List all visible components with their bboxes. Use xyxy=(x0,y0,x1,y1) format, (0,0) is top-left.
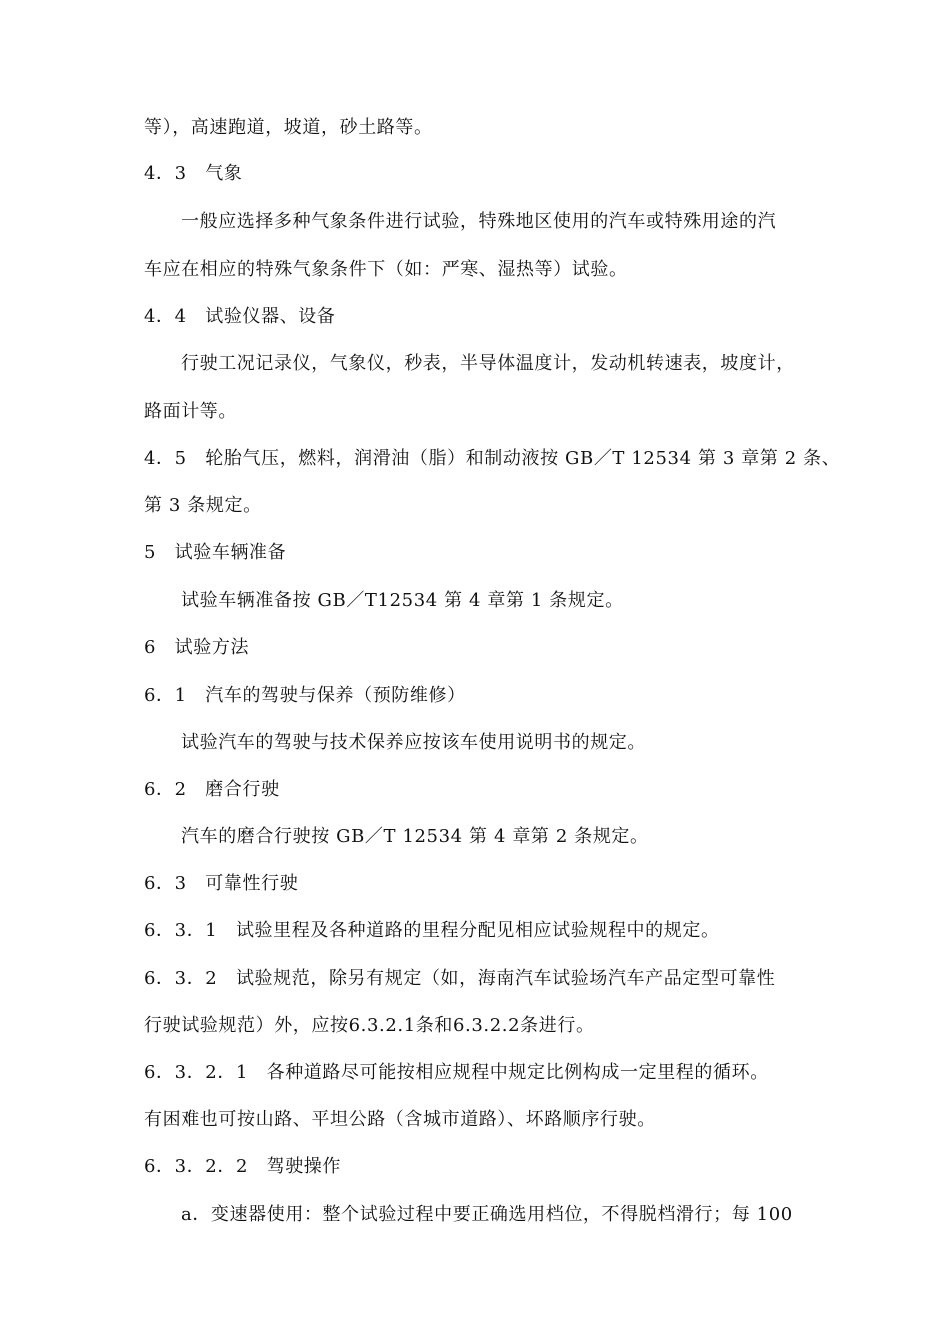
section-heading-4-5: 4．5 轮胎气压，燃料，润滑油（脂）和制动液按 GB／T 12534 第 3 章第 2 条、 xyxy=(144,448,841,469)
section-heading-6-3-1: 6．3．1 试验里程及各种道路的里程分配见相应试验规程中的规定。 xyxy=(144,920,720,941)
section-heading-6-1: 6．1 汽车的驾驶与保养（预防维修） xyxy=(144,685,466,706)
paragraph-line: 路面计等。 xyxy=(144,401,237,422)
section-heading-6-3-2-2: 6．3．2．2 驾驶操作 xyxy=(144,1156,342,1177)
paragraph-line: 行驶工况记录仪，气象仪，秒表，半导体温度计，发动机转速表，坡度计， xyxy=(181,353,795,374)
text-line-continuation: 等），高速跑道，坡道，砂土路等。 xyxy=(144,117,433,138)
section-heading-5: 5 试验车辆准备 xyxy=(144,542,287,563)
section-heading-6: 6 试验方法 xyxy=(144,637,250,658)
paragraph-line: 车应在相应的特殊气象条件下（如：严寒、湿热等）试验。 xyxy=(144,259,628,280)
section-heading-6-3: 6．3 可靠性行驶 xyxy=(144,873,299,894)
paragraph-line: 一般应选择多种气象条件进行试验，特殊地区使用的汽车或特殊用途的汽 xyxy=(181,211,777,232)
section-heading-4-4: 4．4 试验仪器、设备 xyxy=(144,306,336,327)
section-heading-6-3-2-1: 6．3．2．1 各种道路尽可能按相应规程中规定比例构成一定里程的循环。 xyxy=(144,1062,769,1083)
section-heading-6-2: 6．2 磨合行驶 xyxy=(144,779,280,800)
paragraph-line: 第 3 条规定。 xyxy=(144,495,262,516)
paragraph-line: 试验汽车的驾驶与技术保养应按该车使用说明书的规定。 xyxy=(181,732,646,753)
section-heading-6-3-2: 6．3．2 试验规范，除另有规定（如，海南汽车试验场汽车产品定型可靠性 xyxy=(144,968,776,989)
paragraph-line: 汽车的磨合行驶按 GB／T 12534 第 4 章第 2 条规定。 xyxy=(181,826,649,847)
paragraph-line: 行驶试验规范）外，应按6.3.2.1条和6.3.2.2条进行。 xyxy=(144,1015,595,1036)
list-item-a: a．变速器使用：整个试验过程中要正确选用档位，不得脱档滑行；每 100 xyxy=(181,1204,793,1225)
paragraph-line: 有困难也可按山路、平坦公路（含城市道路）、坏路顺序行驶。 xyxy=(144,1109,656,1130)
section-heading-4-3: 4．3 气象 xyxy=(144,163,243,184)
paragraph-line: 试验车辆准备按 GB／T12534 第 4 章第 1 条规定。 xyxy=(181,590,624,611)
